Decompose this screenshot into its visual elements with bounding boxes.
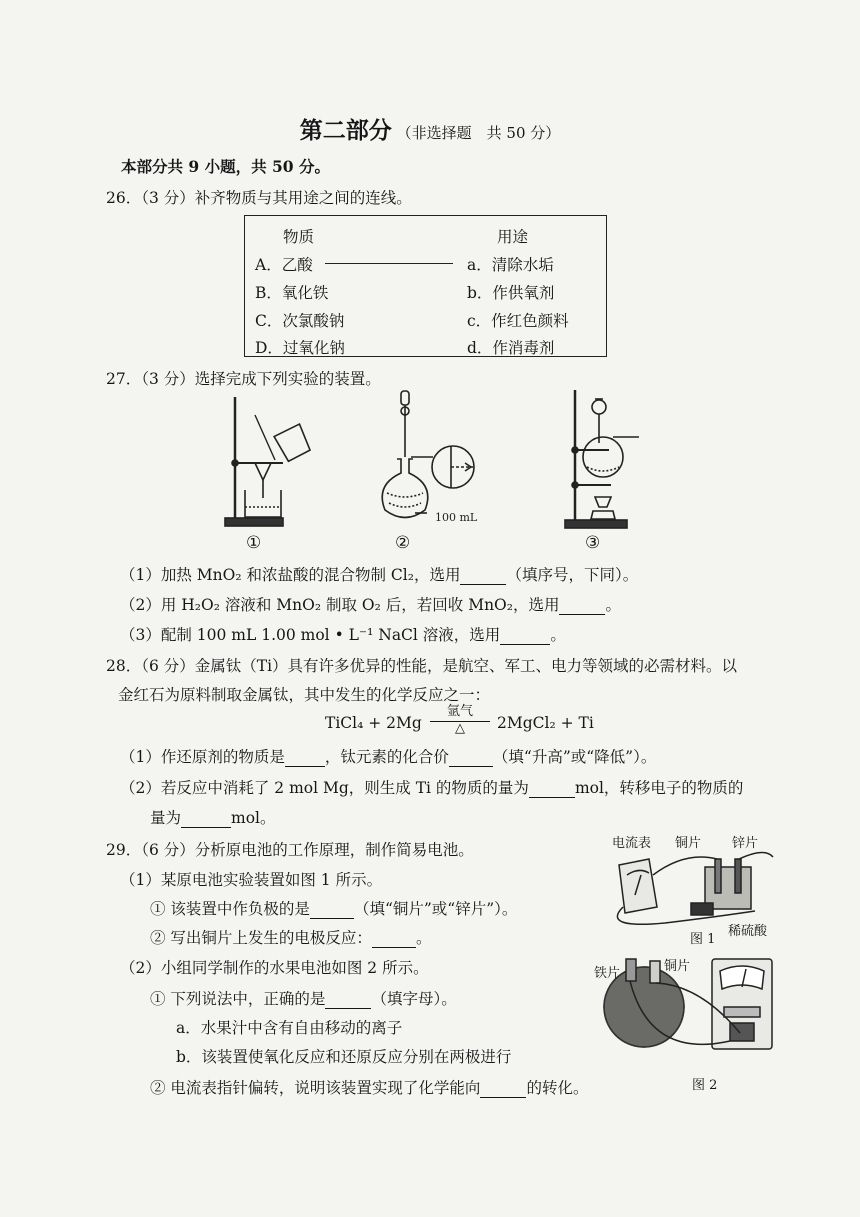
q29-part2-1 [150,987,457,1009]
q28-line2: 金红石为原料制取金属钛，其中发生的化学反应之一： [118,686,491,704]
q26-header-right: 用途 [497,228,529,246]
answer-blank[interactable] [372,929,416,948]
flask-volume-label: 100 mL [435,511,478,524]
answer-blank[interactable] [449,748,493,767]
answer-blank[interactable] [559,596,605,615]
q28-p2-mid: mol，转移电子的物质的 [574,779,744,797]
q29-part2: （2）小组同学制作的水果电池如图 2 所示。 [120,959,429,977]
answer-blank[interactable] [529,779,575,798]
eq-left: TiCl₄ + 2Mg [325,714,422,732]
q26-right-item: a．清除水垢 [467,256,554,274]
q28-part1 [120,745,656,767]
fig2-caption: 图 2 [692,1078,718,1093]
q26-left-item: D．过氧化钠 [255,339,345,357]
q27-part1 [120,563,638,585]
section-title-sub: （非选择题 共 50 分） [396,124,561,142]
eq-condition: 氩气 [446,704,473,719]
q29-part2-2 [150,1076,588,1098]
q27-p1-text: （1）加热 MnO₂ 和浓盐酸的混合物制 Cl₂，选用 [120,566,461,584]
q29-p1-2-text: ② 写出铜片上发生的电极反应： [150,929,372,947]
answer-blank[interactable] [325,990,371,1009]
q29-p1-2-tail: 。 [415,929,432,947]
section-title-main: 第二部分 [299,118,392,144]
fig1-ammeter-label: 电流表 [612,836,652,851]
q26-right-item: c．作红色颜料 [467,312,569,330]
q29-p2-2-text: ② 电流表指针偏转，说明该装置实现了化学能向 [150,1079,481,1097]
section-intro: 本部分共 9 小题，共 50 分。 [121,157,330,176]
q28-p1-tail: （填“升高”或“降低”）。 [492,748,657,766]
fig2-copper-label: 铜片 [664,959,691,974]
fig1-caption: 图 1 [690,932,716,947]
eq-heat: △ [455,721,465,736]
q27-part2 [120,593,621,615]
q28-part2 [120,776,743,798]
q27-stem: 27．（3 分）选择完成下列实验的装置。 [106,370,381,388]
q27-p2-tail: 。 [605,596,621,614]
fig-label: ② [395,533,411,553]
answer-blank[interactable] [181,809,231,828]
q27-p1-tail: （填序号，下同）。 [506,566,639,584]
q29-p2-2-tail: 的转化。 [526,1079,589,1097]
q26-left-item: C．次氯酸钠 [255,312,345,330]
q29-part1-1 [150,897,517,919]
answer-blank[interactable] [500,626,550,645]
q26-stem: 26．（3 分）补齐物质与其用途之间的连线。 [106,189,412,207]
q26-right-item: b．作供氧剂 [467,284,555,302]
q29-p1-1-tail: （填“铜片”或“锌片”）。 [353,900,518,918]
q29-option-a: a．水果汁中含有自由移动的离子 [176,1019,403,1037]
answer-blank[interactable] [480,1079,526,1098]
q27-p3-text: （3）配制 100 mL 1.00 mol • L⁻¹ NaCl 溶液，选用 [120,626,501,644]
q28-p2-text: （2）若反应中消耗了 2 mol Mg，则生成 Ti 的物质的量为 [120,779,529,797]
q29-p2-1-text: ① 下列说法中，正确的是 [150,990,326,1008]
fig1-copper-label: 铜片 [675,836,702,851]
q29-part1: （1）某原电池实验装置如图 1 所示。 [120,871,383,889]
q26-table [244,215,607,357]
q28-p1-text: （1）作还原剂的物质是 [120,748,285,766]
fig2-iron-label: 铁片 [594,966,621,981]
q27-p3-tail: 。 [550,626,566,644]
q27-part3 [120,623,566,645]
fig-label: ① [246,533,262,553]
fig1-acid-label: 稀硫酸 [728,924,768,939]
q29-option-b: b．该装置使氧化反应和还原反应分别在两极进行 [176,1048,512,1066]
answer-blank[interactable] [285,748,325,767]
q28-p1-mid: ，钛元素的化合价 [324,748,449,766]
section-title [0,112,860,145]
q26-example-line [325,263,453,264]
q26-left-item: A．乙酸 [255,256,313,274]
q29-part1-2 [150,926,431,948]
q28-p2-tail: mol。 [231,809,276,827]
q28-p2-c: 量为 [150,809,182,827]
q29-stem: 29．（6 分）分析原电池的工作原理，制作简易电池。 [106,841,474,859]
q29-p2-1-tail: （填字母）。 [371,990,457,1008]
fig-label: ③ [585,533,601,553]
q28-part2-cont [150,806,276,828]
q29-p1-1-text: ① 该装置中作负极的是 [150,900,310,918]
fig1-zinc-label: 锌片 [732,836,759,851]
q26-left-item: B．氧化铁 [255,284,329,302]
q27-p2-text: （2）用 H₂O₂ 溶液和 MnO₂ 制取 O₂ 后，若回收 MnO₂，选用 [120,596,560,614]
q26-header-left: 物质 [283,228,315,246]
q26-right-item: d．作消毒剂 [467,339,555,357]
eq-right: 2MgCl₂ + Ti [497,714,594,732]
answer-blank[interactable] [310,900,354,919]
q27-apparatus-figure [215,385,645,535]
q28-line1: 28．（6 分）金属钛（Ti）具有许多优异的性能，是航空、军工、电力等领域的必需材料。以 [106,657,738,675]
stand-base [225,518,283,526]
answer-blank[interactable] [460,566,506,585]
